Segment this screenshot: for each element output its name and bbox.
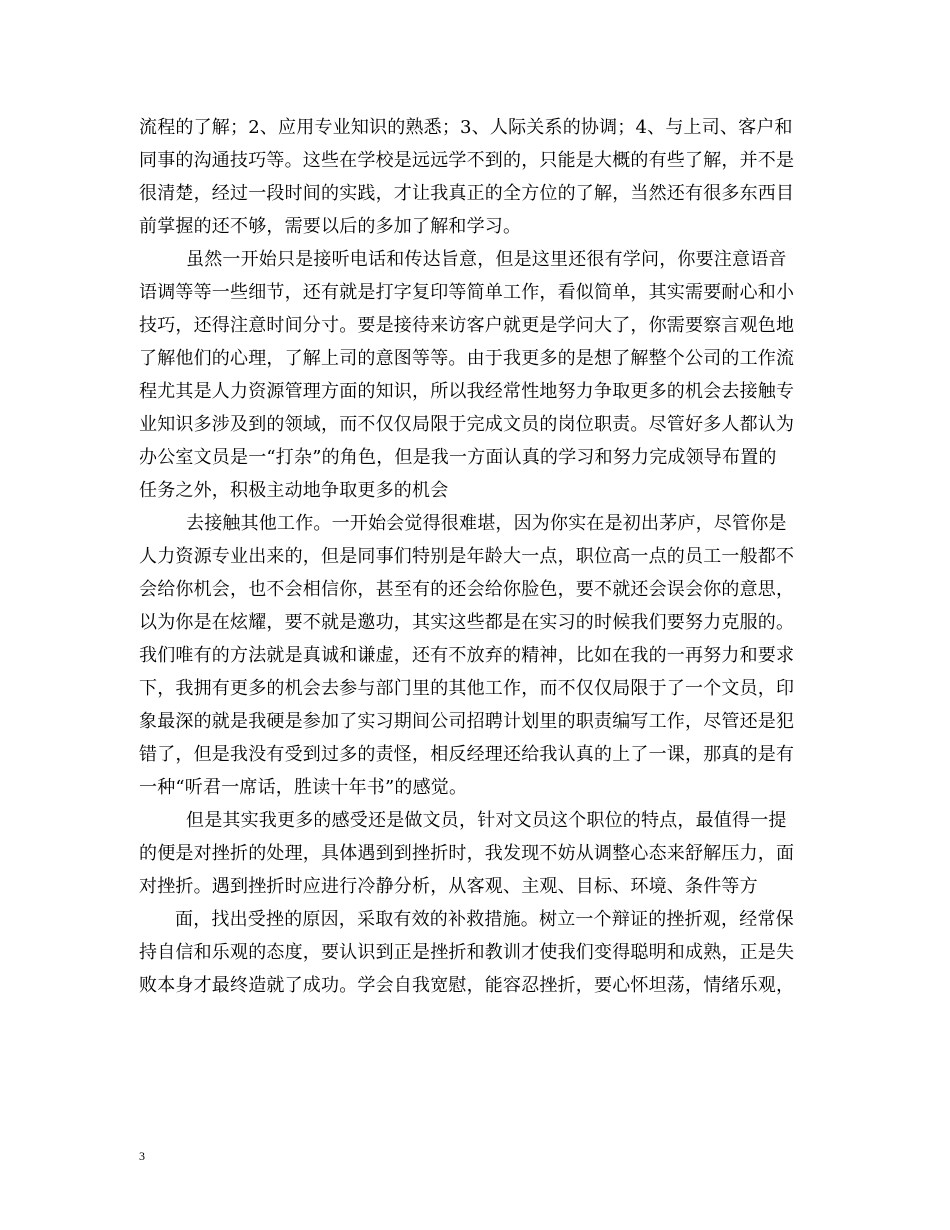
text-line: 以为你是在炫耀，要不就是邀功，其实这些都是在实习的时候我们要努力克服的。 — [139, 612, 795, 633]
text-line: 技巧，还得注意时间分寸。要是接待来访客户就更是学问大了，你需要察言观色地 — [139, 315, 795, 336]
text-line: 我们唯有的方法就是真诚和谦虚，还有不放弃的精神，比如在我的一再努力和要求 — [139, 645, 795, 666]
paragraph-first-line: 但是其实我更多的感受还是做文员，针对文员这个职位的特点，最值得一提 — [186, 810, 787, 831]
text-line: 持自信和乐观的态度，要认识到正是挫折和教训才使我们变得聪明和成熟，正是失 — [139, 942, 795, 963]
text-line: 下，我拥有更多的机会去参与部门里的其他工作，而不仅仅局限于了一个文员，印 — [139, 678, 795, 699]
text-line: 会给你机会，也不会相信你，甚至有的还会给你脸色，要不就还会误会你的意思， — [139, 579, 795, 600]
text-line: 了解他们的心理，了解上司的意图等等。由于我更多的是想了解整个公司的工作流 — [139, 348, 795, 369]
text-line: 象最深的就是我硬是参加了实习期间公司招聘计划里的职责编写工作，尽管还是犯 — [139, 711, 795, 732]
text-line: 语调等等一些细节，还有就是打字复印等简单工作，看似简单，其实需要耐心和小 — [139, 282, 795, 303]
paragraph-first-line: 面，找出受挫的原因，采取有效的补救措施。树立一个辩证的挫折观，经常保 — [175, 909, 794, 930]
text-line: 一种“听君一席话，胜读十年书”的感觉。 — [139, 777, 468, 798]
text-line: 办公室文员是一“打杂”的角色，但是我一方面认真的学习和努力完成领导布置的 — [139, 447, 777, 468]
paragraph-first-line: 虽然一开始只是接听电话和传达旨意，但是这里还很有学问，你要注意语音 — [186, 249, 787, 270]
text-line: 前掌握的还不够，需要以后的多加了解和学习。 — [139, 216, 522, 237]
text-line: 对挫折。遇到挫折时应进行冷静分析，从客观、主观、目标、环境、条件等方 — [139, 876, 758, 897]
text-line: 业知识多涉及到的领域，而不仅仅局限于完成文员的岗位职责。尽管好多人都认为 — [139, 414, 795, 435]
text-line: 错了，但是我没有受到过多的责怪，相反经理还给我认真的上了一课，那真的是有 — [139, 744, 795, 765]
text-line: 同事的沟通技巧等。这些在学校是远远学不到的，只能是大概的有些了解，并不是 — [139, 150, 795, 171]
text-line: 人力资源专业出来的，但是同事们特别是年龄大一点，职位高一点的员工一般都不 — [139, 546, 795, 567]
text-line: 流程的了解；2、应用专业知识的熟悉；3、人际关系的协调；4、与上司、客户和 — [139, 117, 793, 138]
text-line: 很清楚，经过一段时间的实践，才让我真正的全方位的了解，当然还有很多东西目 — [139, 183, 795, 204]
text-line: 败本身才最终造就了成功。学会自我宽慰，能容忍挫折，要心怀坦荡，情绪乐观， — [139, 975, 795, 996]
paragraph-first-line: 去接触其他工作。一开始会觉得很难堪，因为你实在是初出茅庐，尽管你是 — [186, 513, 787, 534]
text-line: 的便是对挫折的处理，具体遇到到挫折时，我发现不妨从调整心态来舒解压力，面 — [139, 843, 795, 864]
text-line: 程尤其是人力资源管理方面的知识，所以我经常性地努力争取更多的机会去接触专 — [139, 381, 795, 402]
page-number: 3 — [139, 1149, 145, 1163]
text-line: 任务之外，积极主动地争取更多的机会 — [139, 480, 449, 501]
